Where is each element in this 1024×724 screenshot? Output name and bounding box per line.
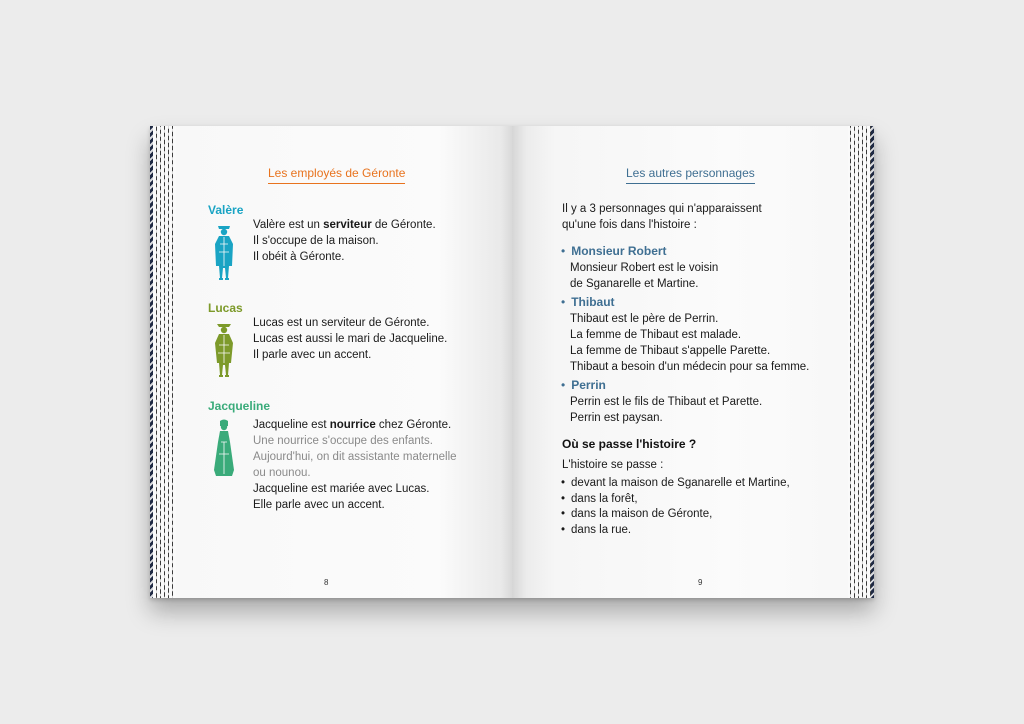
description-line: ou nounou.: [253, 467, 311, 479]
valere-description: [253, 217, 436, 265]
character-name-lucas: Lucas: [208, 301, 243, 315]
lucas-figure-icon: [210, 319, 238, 379]
description-line: Il obéit à Géronte.: [253, 251, 345, 263]
right-page-number: 9: [698, 578, 703, 587]
description-line: Valère est un serviteur de Géronte.: [253, 219, 436, 231]
description-line: Lucas est un serviteur de Géronte.: [253, 317, 430, 329]
person-line: de Sganarelle et Martine.: [570, 278, 699, 290]
where-intro: L'histoire se passe :: [562, 459, 664, 471]
character-name-jacqueline: Jacqueline: [208, 399, 271, 413]
left-page: [150, 126, 512, 598]
intro-line-1: Il y a 3 personnages qui n'apparaissent: [562, 203, 762, 215]
person-line: Perrin est paysan.: [570, 412, 663, 424]
list-item: • devant la maison de Sganarelle et Martine,: [561, 476, 790, 492]
description-line: Jacqueline est mariée avec Lucas.: [253, 483, 430, 495]
lucas-description: [253, 315, 447, 363]
person-line: Perrin est le fils de Thibaut et Parette.: [570, 396, 763, 408]
open-book: [150, 126, 874, 598]
person-line: Thibaut a besoin d'un médecin pour sa femme.: [570, 361, 810, 373]
description-line: Aujourd'hui, on dit assistante maternelle: [253, 451, 457, 463]
description-line: Il parle avec un accent.: [253, 349, 372, 361]
valere-figure-icon: [210, 222, 238, 282]
description-line: Il s'occupe de la maison.: [253, 235, 379, 247]
description-line: Jacqueline est nourrice chez Géronte.: [253, 419, 452, 431]
list-item: • dans la rue.: [561, 523, 790, 539]
jacqueline-figure-icon: [210, 418, 238, 478]
places-list: [561, 476, 790, 538]
person-thibaut: • Thibaut: [561, 295, 615, 309]
person-monsieur-robert: • Monsieur Robert: [561, 244, 667, 258]
description-line: Une nourrice s'occupe des enfants.: [253, 435, 433, 447]
person-line: Monsieur Robert est le voisin: [570, 262, 719, 274]
right-page-title: Les autres personnages: [626, 166, 755, 184]
left-page-title: Les employés de Géronte: [268, 166, 405, 184]
person-line: La femme de Thibaut est malade.: [570, 329, 742, 341]
person-perrin: • Perrin: [561, 378, 606, 392]
right-page: [512, 126, 874, 598]
where-title: Où se passe l'histoire ?: [562, 437, 697, 451]
page-edge-right: [848, 126, 874, 598]
intro-line-2: qu'une fois dans l'histoire :: [562, 219, 697, 231]
person-line: Thibaut est le père de Perrin.: [570, 313, 719, 325]
left-page-number: 8: [324, 578, 329, 587]
list-item: • dans la maison de Géronte,: [561, 507, 790, 523]
page-edge-left: [150, 126, 176, 598]
person-line: La femme de Thibaut s'appelle Parette.: [570, 345, 771, 357]
description-line: Elle parle avec un accent.: [253, 499, 385, 511]
description-line: Lucas est aussi le mari de Jacqueline.: [253, 333, 448, 345]
list-item: • dans la forêt,: [561, 492, 790, 508]
jacqueline-description: [253, 417, 457, 513]
character-name-valere: Valère: [208, 203, 244, 217]
